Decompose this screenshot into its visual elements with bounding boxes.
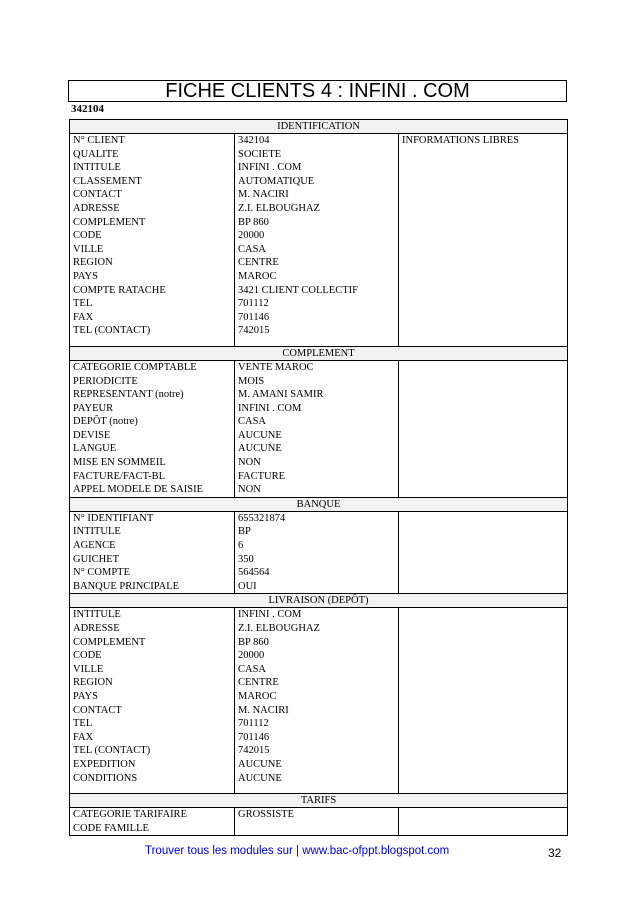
field-value: 701112 <box>238 298 269 310</box>
field-label: TEL (CONTACT) <box>73 325 151 337</box>
free-info-column <box>399 360 568 497</box>
field-label: ADRESSE <box>73 623 120 634</box>
field-label: DEVISE <box>73 429 111 441</box>
field-label: APPEL MODELE DE SAISIE <box>73 484 203 496</box>
field-label: CLASSEMENT <box>73 175 142 187</box>
field-label: TEL (CONTACT) <box>73 745 151 757</box>
field-label: N° CLIENT <box>73 135 125 146</box>
field-label: GUICHET <box>73 553 120 565</box>
field-label: CONDITIONS <box>73 772 138 784</box>
field-value: CASA <box>238 663 267 675</box>
field-label: VILLE <box>73 243 104 255</box>
field-value: CENTRE <box>238 677 279 689</box>
field-value: CASA <box>238 416 267 428</box>
field-value: GROSSISTE <box>238 809 295 821</box>
field-value: AUCUNE <box>238 429 282 441</box>
field-label: TEL <box>73 298 93 310</box>
field-label: QUALITE <box>73 148 119 160</box>
field-label: VILLE <box>73 663 104 675</box>
labels-column <box>70 360 235 497</box>
field-label: REGION <box>73 677 113 689</box>
field-label: FAX <box>73 731 94 743</box>
field-label: TEL <box>73 718 93 730</box>
field-value: 342104 <box>238 135 270 146</box>
client-sheet-table <box>69 119 568 836</box>
values-column <box>235 608 399 794</box>
free-info-column <box>399 511 568 594</box>
field-value: M. AMANI SAMIR <box>238 389 324 401</box>
field-value: 20000 <box>238 230 265 242</box>
field-value: M. NACIRI <box>238 189 289 201</box>
field-value: FACTURE <box>238 470 286 482</box>
values-column <box>235 511 399 594</box>
field-value: BP 860 <box>238 216 269 228</box>
field-label: DEPÔT (notre) <box>73 416 138 428</box>
free-info-label: INFORMATIONS LIBRES <box>402 135 519 146</box>
field-value: MAROC <box>238 270 277 282</box>
field-value: 701146 <box>238 731 270 743</box>
field-label: AGENCE <box>73 540 116 552</box>
free-info-column <box>399 808 568 836</box>
labels-column <box>70 808 235 836</box>
field-value: INFINI . COM <box>238 609 302 621</box>
field-value: NON <box>238 457 261 469</box>
values-column <box>235 134 399 347</box>
field-value: 742015 <box>238 745 270 757</box>
section-content-row <box>70 511 568 594</box>
field-label: PAYS <box>73 690 98 702</box>
field-value: 564564 <box>238 567 270 579</box>
field-value: VENTE MAROC <box>238 361 314 373</box>
field-value: AUCUNE <box>238 758 282 770</box>
field-label: COMPTE RATACHE <box>73 284 166 296</box>
section-heading: COMPLEMENT <box>70 346 568 360</box>
values-column <box>235 808 399 836</box>
field-label: FACTURE/FACT-BL <box>73 470 165 482</box>
field-label: N° IDENTIFIANT <box>73 512 154 524</box>
field-value: 742015 <box>238 325 270 337</box>
section-heading: IDENTIFICATION <box>70 120 568 134</box>
field-value: MOIS <box>238 375 265 387</box>
section-content-row <box>70 134 568 347</box>
labels-column <box>70 134 235 347</box>
field-label: CODE FAMILLE <box>73 822 149 834</box>
client-id: 342104 <box>71 103 104 115</box>
field-label: COMPLEMENT <box>73 636 146 648</box>
field-value: Z.I. ELBOUGHAZ <box>238 202 320 214</box>
field-label: INTITULE <box>73 526 121 538</box>
section-heading: BANQUE <box>70 497 568 511</box>
field-label: COMPLEMENT <box>73 216 146 228</box>
field-value: INFINI . COM <box>238 402 302 414</box>
field-value: 3421 CLIENT COLLECTIF <box>238 284 358 296</box>
field-value: AUCUNE <box>238 772 282 784</box>
field-value: MAROC <box>238 690 277 702</box>
field-label: CODE <box>73 650 102 662</box>
field-label: LANGUE <box>73 443 117 455</box>
field-label: CODE <box>73 230 102 242</box>
section-content-row <box>70 360 568 497</box>
field-label: CATEGORIE TARIFAIRE <box>73 809 187 821</box>
section-header-row <box>70 794 568 808</box>
field-label: ADRESSE <box>73 202 120 214</box>
page-title: FICHE CLIENTS 4 : INFINI . COM <box>68 80 567 102</box>
labels-column <box>70 608 235 794</box>
field-value: CASA <box>238 243 267 255</box>
field-label: MISE EN SOMMEIL <box>73 457 166 469</box>
section-content-row <box>70 808 568 836</box>
section-header-row <box>70 120 568 134</box>
field-value: BP 860 <box>238 636 269 648</box>
field-value: 701146 <box>238 311 270 323</box>
field-value: CENTRE <box>238 257 279 269</box>
field-value <box>238 822 398 836</box>
field-value: BP <box>238 526 251 538</box>
field-label: CONTACT <box>73 189 122 201</box>
field-value: 655321874 <box>238 512 286 524</box>
field-value: AUTOMATIQUE <box>238 175 315 187</box>
field-label: CATEGORIE COMPTABLE <box>73 361 197 373</box>
field-label: EXPEDITION <box>73 758 136 770</box>
field-label: REPRESENTANT (notre) <box>73 389 184 401</box>
field-value: 6 <box>238 540 244 552</box>
field-label: N° COMPTE <box>73 567 130 579</box>
section-header-row <box>70 346 568 360</box>
section-heading: LIVRAISON (DEPÔT) <box>70 594 568 608</box>
values-column <box>235 360 399 497</box>
field-value: 20000 <box>238 650 265 662</box>
field-value: NON <box>238 484 261 496</box>
page-number: 32 <box>548 846 562 860</box>
field-value: SOCIETE <box>238 148 282 160</box>
field-value: 350 <box>238 553 254 565</box>
field-label: INTITULE <box>73 609 121 621</box>
section-heading: TARIFS <box>70 794 568 808</box>
field-label: BANQUE PRINCIPALE <box>73 580 180 592</box>
field-value: 701112 <box>238 718 269 730</box>
field-label: PERIODICITE <box>73 375 138 387</box>
field-value: OUI <box>238 580 257 592</box>
field-label: REGION <box>73 257 113 269</box>
free-info-column <box>399 608 568 794</box>
footer-link[interactable]: Trouver tous les modules sur | www.bac-ofppt.blogspot.com <box>145 845 450 857</box>
field-value: Z.I. ELBOUGHAZ <box>238 623 320 634</box>
labels-column <box>70 511 235 594</box>
field-label: PAYS <box>73 270 98 282</box>
section-header-row <box>70 594 568 608</box>
section-header-row <box>70 497 568 511</box>
field-value: AUCUNE <box>238 443 282 455</box>
field-value: INFINI . COM <box>238 162 302 174</box>
field-label: CONTACT <box>73 704 122 716</box>
section-content-row <box>70 608 568 794</box>
field-label: PAYEUR <box>73 402 114 414</box>
free-info-column <box>399 134 568 347</box>
field-label: INTITULE <box>73 162 121 174</box>
field-value: M. NACIRI <box>238 704 289 716</box>
field-label: FAX <box>73 311 94 323</box>
